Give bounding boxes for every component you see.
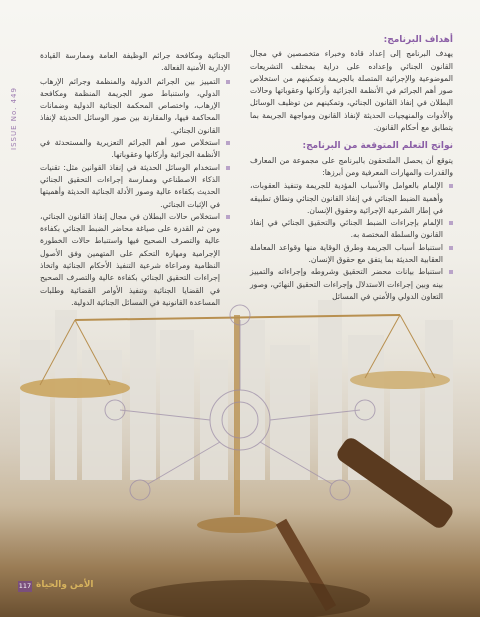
list-item: التمييز بين الجرائم الدولية والمنظمة وجرائم الإرهاب الدولي، واستنباط صور الجريمة المنظمة ومكافحة الإرهاب، واختصاص المحكمة الجنائية الدولية وضمانات المحاكمة فيها، والمقارنة بين صور الوسائل الحديثة لإنفاذ القانون الجنائي. (40, 76, 230, 137)
program-objectives-heading: أهداف البرنامج: (383, 35, 453, 45)
list-item: استخدام الوسائل الحديثة في إنفاذ القوانين مثل: تقنيات الذكاء الاصطناعي وممارسة إجراءات التحقيق الجنائي الحديث بكفاءة عالية وصور الأدلة الجنائية الحديثة وأهميتها في الإثبات الجنائي. (40, 162, 230, 211)
list-item: الإلمام بالعوامل والأسباب المؤدية للجريمة وتنفيذ العقوبات، وأهمية الضبط الجنائي في إنفاذ القانون الجنائي ونطاق تطبيقه في إطار الشرعية الإجرائية وحقوق الإنسان. (250, 180, 453, 217)
learning-outcomes-intro: يتوقع أن يحصل الملتحقون بالبرنامج على مجموعة من المعارف والقدرات والمهارات المعرفية ومن أبرزها: (250, 155, 453, 177)
justice-scale-illustration (0, 300, 480, 617)
issue-number-label: ISSUE No. 449 (10, 87, 18, 150)
learning-outcomes-heading: نواتج التعلم المتوقعة من البرنامج: (302, 141, 453, 152)
page-number: 117 (18, 582, 32, 590)
list-item: استخلاص حالات البطلان في مجال إنفاذ القانون الجنائي، ومن ثم القدرة على صياغة محاضر الضبط الجنائي بكفاءة عالية والتصرف الصحيح فيها واستنباط حالات الخطورة الإجرامية ومهارة التحكم على المتهمين وفق الأصول النظامية ومراعاة شرعية التنفيذ الأحكام الجنائية واتخاذ إجراءات التحقيق الجنائي بكفاءة عالية والتصرف الصحيح في القضايا الجنائية وتنفيذ الأوامر القضائية وطلبات المساعدة القانونية في المسائل الجنائية الدولية. (40, 211, 230, 309)
magazine-title: الأمن والحياة (36, 580, 94, 590)
left-column (40, 50, 230, 309)
right-column (250, 34, 453, 303)
list-item: استنباط أسباب الجريمة وطرق الوقاية منها وقواعد المعاملة العقابية الحديثة بما يتفق مع حقوق الإنسان. (250, 242, 453, 267)
list-item: الإلمام بإجراءات الضبط الجنائي والتحقيق الجنائي في إنفاذ القانون والسلطة المختصة به. (250, 217, 453, 242)
list-item: استنباط بيانات محضر التحقيق وشروطه وإجراءاته والتمييز بينه وبين إجراءات الاستدلال وإجراءات التحقيق النهائي، وصور التعاون الدولي والأمني في المسائل (250, 266, 453, 303)
list-item: استخلاص صور أهم الجرائم التعزيرية والمستحدثة في الأنظمة الجزائية وأركانها وعقوباتها. (40, 137, 230, 162)
program-objectives-text: يهدف البرنامج إلى إعداد قادة وخبراء متخصصين في مجال القانون الجنائي وإعداده على دراية بمختلف التشريعات الموضوعية والإجرائية المتصلة بالجريمة وتمكينهم من استخلاص صور أهم الجرائم في الأنظمة الجزائية وأركانها وعقوباتها وحالات البطلان في إنفاذ القانون الجنائي، وتمكينهم من توظيف الوسائل والأدوات والمنهجيات الحديثة لإنفاذ القانون ومواجهة الجريمة بما يتطابق مع أحكام القانون. (250, 49, 453, 133)
continuation-text: الجنائية ومكافحة جرائم الوظيفة العامة وممارسة القيادة الإدارية الأمنية الفعالة. (40, 51, 230, 73)
